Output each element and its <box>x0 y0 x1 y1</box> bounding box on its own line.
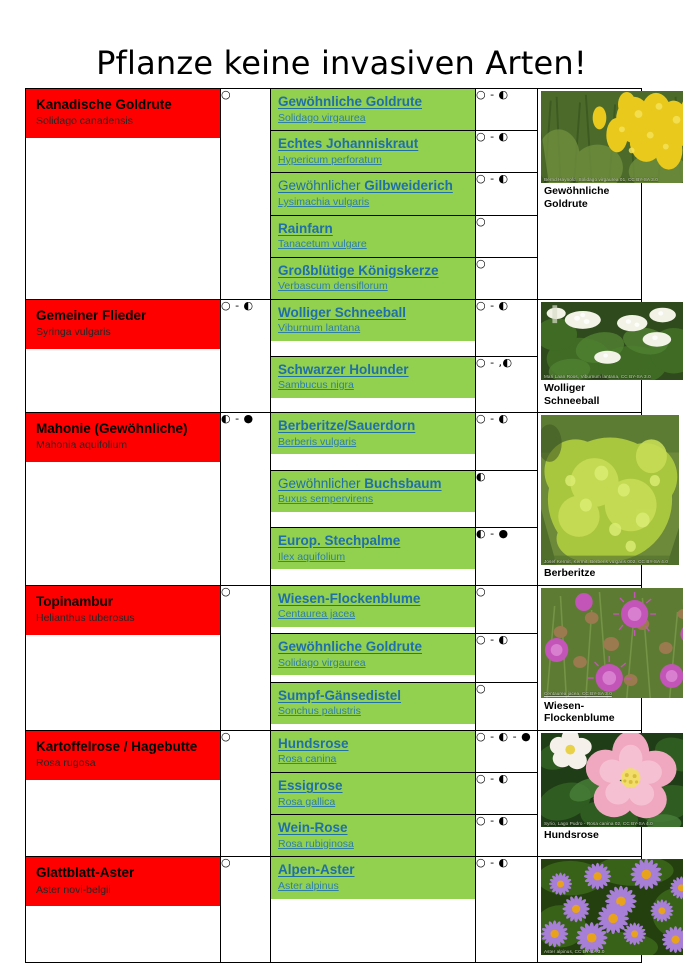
invasive-species-cell <box>26 857 221 963</box>
invasive-latin-name: Rosa rugosa <box>36 757 96 770</box>
table-row <box>26 89 642 131</box>
invasive-light-symbol: ○ <box>221 585 271 730</box>
photo-attribution: Aster alpinus, CC BY-SA 3.0 <box>544 949 605 955</box>
native-common-name[interactable] <box>278 304 470 322</box>
native-latin-name: Sambucus nigra <box>278 379 354 392</box>
native-light-symbol: ○ - ◐ <box>476 773 538 815</box>
plant-photo <box>541 588 683 698</box>
native-species-cell <box>271 89 476 131</box>
native-light-symbol: ○ <box>476 585 538 633</box>
plant-photo <box>541 91 683 183</box>
native-common-name[interactable] <box>278 687 470 705</box>
native-species-cell <box>271 585 476 633</box>
native-green-box <box>271 300 475 341</box>
native-common-name-main: Gewöhnliche Goldrute <box>278 639 423 655</box>
native-light-symbol: ○ <box>476 682 538 730</box>
invasive-latin-name: Solidago canadensis <box>36 115 133 128</box>
native-latin-name: Centaurea jacea <box>278 608 356 621</box>
native-common-name[interactable] <box>278 590 470 608</box>
invasive-light-symbol: ○ - ◐ <box>221 299 271 412</box>
table-row <box>26 857 642 963</box>
native-green-box <box>271 89 475 130</box>
native-common-name-main: Wiesen-Flockenblume <box>278 590 421 606</box>
photo-wrap <box>538 89 658 215</box>
native-common-name-main: Echtes Johanniskraut <box>278 136 419 152</box>
native-latin-name: Rosa rubiginosa <box>278 837 354 850</box>
native-latin-name: Hypericum perforatum <box>278 153 382 166</box>
native-common-name[interactable] <box>278 861 470 879</box>
native-common-name-main: Buchsbaum <box>364 475 442 491</box>
native-green-box <box>271 357 475 398</box>
native-light-symbol: ◐ - ● <box>476 528 538 586</box>
native-light-symbol: ○ - ◐ <box>476 89 538 131</box>
native-species-cell <box>271 682 476 730</box>
invasive-latin-name: Aster novi-belgii <box>36 883 111 896</box>
invasive-species-cell <box>26 89 221 300</box>
native-common-name-main: Europ. Stechpalme <box>278 533 401 549</box>
photo-caption: Wiesen-Flockenblume <box>544 699 615 725</box>
invasive-species-cell <box>26 730 221 857</box>
native-light-symbol: ○ - ◐ <box>476 299 538 356</box>
native-common-name-main: Rainfarn <box>278 220 333 236</box>
native-latin-name: Solidago virgaurea <box>278 656 366 669</box>
reference-photo-cell <box>538 585 642 730</box>
native-latin-name: Rosa canina <box>278 753 337 766</box>
native-common-name-main: Essigrose <box>278 778 343 794</box>
native-light-symbol: ○ - ◐ <box>476 815 538 857</box>
native-green-box <box>271 131 475 172</box>
native-green-box <box>271 173 475 214</box>
table-row <box>26 299 642 356</box>
native-common-name-main: Sumpf-Gänsedistel <box>278 687 402 703</box>
invasive-common-name: Topinambur <box>36 593 113 609</box>
photo-caption <box>541 955 639 960</box>
native-latin-name: Verbascum densiflorum <box>278 280 388 293</box>
invasive-common-name: Mahonie (Gewöhnliche) <box>36 421 188 437</box>
native-species-cell <box>271 730 476 772</box>
native-species-cell <box>271 131 476 173</box>
native-species-cell <box>271 173 476 215</box>
invasive-red-box <box>26 89 220 138</box>
native-light-symbol: ○ - ◐ <box>476 857 538 963</box>
plant-photo <box>541 302 683 380</box>
invasive-light-symbol: ○ <box>221 89 271 300</box>
native-common-name-main: Alpen-Aster <box>278 862 355 878</box>
native-species-cell <box>271 413 476 471</box>
invasive-light-symbol: ◐ - ● <box>221 413 271 586</box>
reference-photo-cell <box>538 857 642 963</box>
invasive-common-name: Gemeiner Flieder <box>36 307 147 323</box>
photo-wrap <box>538 300 651 412</box>
native-green-box <box>271 413 475 454</box>
table-row <box>26 585 642 633</box>
native-common-name[interactable] <box>278 220 470 238</box>
native-common-name[interactable] <box>278 475 470 493</box>
invasive-common-name: Kartoffelrose / Hagebutte <box>36 738 198 754</box>
native-common-name[interactable] <box>278 361 470 379</box>
native-common-name[interactable] <box>278 262 470 280</box>
native-green-box <box>271 586 475 627</box>
native-species-cell <box>271 299 476 356</box>
native-green-box <box>271 528 475 569</box>
photo-attribution: Bernd Haynold, Solidago virgaurea 01, CC BY-SA 3.0 <box>544 176 658 182</box>
native-latin-name: Solidago virgaurea <box>278 111 366 124</box>
native-light-symbol: ○ - ◐ <box>476 413 538 471</box>
native-species-cell <box>271 215 476 257</box>
table-row <box>26 730 642 772</box>
invasive-latin-name: Syringa vulgaris <box>36 326 111 339</box>
native-species-cell <box>271 470 476 528</box>
native-species-cell <box>271 634 476 682</box>
page-title: Pflanze keine invasiven Arten! <box>96 44 587 82</box>
invasive-species-cell <box>26 413 221 586</box>
invasive-red-box <box>26 731 220 780</box>
native-common-name[interactable] <box>278 417 470 435</box>
native-species-cell <box>271 356 476 413</box>
native-latin-name: Rosa gallica <box>278 795 336 808</box>
native-common-name-main: Wolliger Schneeball <box>278 304 407 320</box>
native-species-cell <box>271 815 476 857</box>
native-common-name-main: Gewöhnliche Goldrute <box>278 94 423 109</box>
native-common-name-main: Gilbweiderich <box>364 178 453 194</box>
native-latin-name: Viburnum lantana <box>278 322 361 335</box>
native-green-box <box>271 634 475 675</box>
native-green-box <box>271 471 475 512</box>
native-green-box <box>271 773 475 814</box>
native-light-symbol: ○ - ◐ <box>476 173 538 215</box>
native-light-symbol: ○ - ◐ - ● <box>476 730 538 772</box>
table-row <box>26 413 642 471</box>
native-common-name[interactable] <box>278 177 470 195</box>
native-name-prefix: Gewöhnlicher <box>278 475 365 491</box>
native-common-name[interactable] <box>278 735 470 753</box>
invasive-red-box <box>26 300 220 349</box>
invasive-red-box <box>26 857 220 906</box>
native-latin-name: Lysimachia vulgaris <box>278 195 370 208</box>
native-green-box <box>271 815 475 856</box>
native-species-cell <box>271 257 476 299</box>
reference-photo-cell <box>538 730 653 857</box>
photo-attribution: Syrio, Lago Pudro - Rosa canina 02, CC BY-SA 4.0 <box>544 820 653 826</box>
photo-caption: Berberitze <box>544 567 596 580</box>
native-common-name[interactable] <box>278 819 470 837</box>
native-common-name[interactable] <box>278 135 470 153</box>
invasive-light-symbol: ○ <box>221 730 271 857</box>
native-common-name[interactable] <box>278 93 470 111</box>
table-body <box>26 88 668 963</box>
native-light-symbol: ○ - ,◐ <box>476 356 538 413</box>
photo-attribution: Centaurea jacea, CC BY-SA 3.0 <box>544 691 612 697</box>
photo-caption: Gewöhnliche Goldrute <box>544 185 610 210</box>
native-green-box <box>271 731 475 772</box>
invasive-common-name: Kanadische Goldrute <box>36 97 172 112</box>
native-common-name-main: Hundsrose <box>278 735 349 751</box>
native-light-symbol: ○ - ◐ <box>476 131 538 173</box>
photo-caption: Hundsrose <box>544 828 599 841</box>
native-light-symbol: ○ - ◐ <box>476 634 538 682</box>
native-latin-name: Sonchus palustris <box>278 705 361 718</box>
reference-photo-cell <box>538 413 668 586</box>
invasive-light-symbol: ○ <box>221 857 271 963</box>
native-common-name[interactable] <box>278 638 470 656</box>
native-green-box <box>271 683 475 724</box>
native-species-cell <box>271 773 476 815</box>
plant-substitution-table <box>25 88 668 963</box>
native-latin-name: Aster alpinus <box>278 880 339 893</box>
native-green-box <box>271 216 475 257</box>
native-common-name-main: Großblütige Königskerze <box>278 262 439 278</box>
native-common-name[interactable] <box>278 532 470 550</box>
photo-caption: Wolliger Schneeball <box>544 381 600 407</box>
native-latin-name: Ilex aquifolium <box>278 550 346 563</box>
native-common-name-main: Wein-Rose <box>278 820 348 836</box>
invasive-species-cell <box>26 585 221 730</box>
invasive-latin-name: Mahonia aquifolium <box>36 439 128 452</box>
native-green-box <box>271 857 475 898</box>
photo-attribution: Mari Laan Roos, Viburnum lantana, CC BY-SA 3.0 <box>544 373 651 379</box>
photo-wrap <box>538 586 641 730</box>
reference-photo-cell <box>538 89 658 300</box>
plant-photo <box>541 415 679 565</box>
photo-wrap <box>538 413 668 585</box>
native-light-symbol: ◐ <box>476 470 538 528</box>
native-name-prefix: Gewöhnlicher <box>278 178 365 194</box>
photo-attribution: Josef Kermit, Kermit, Berberis vulgaris 002, CC BY-SA 4.0 <box>544 558 668 564</box>
native-common-name-main: Berberitze/Sauerdorn <box>278 418 416 434</box>
native-green-box <box>271 258 475 299</box>
native-species-cell <box>271 528 476 586</box>
native-latin-name: Buxus sempervirens <box>278 493 374 506</box>
native-common-name-main: Schwarzer Holunder <box>278 361 409 377</box>
photo-wrap <box>538 857 641 962</box>
reference-photo-cell <box>538 299 651 412</box>
plant-photo <box>541 859 683 955</box>
plant-photo <box>541 733 683 827</box>
photo-wrap <box>538 731 653 847</box>
native-species-cell <box>271 857 476 963</box>
invasive-common-name: Glattblatt-Aster <box>36 865 135 881</box>
native-light-symbol: ○ <box>476 257 538 299</box>
native-light-symbol: ○ <box>476 215 538 257</box>
invasive-red-box <box>26 413 220 462</box>
invasive-latin-name: Helianthus tuberosus <box>36 611 135 624</box>
native-common-name[interactable] <box>278 777 470 795</box>
native-latin-name: Berberis vulgaris <box>278 435 357 448</box>
invasive-red-box <box>26 586 220 635</box>
native-latin-name: Tanacetum vulgare <box>278 238 367 251</box>
invasive-species-cell <box>26 299 221 412</box>
